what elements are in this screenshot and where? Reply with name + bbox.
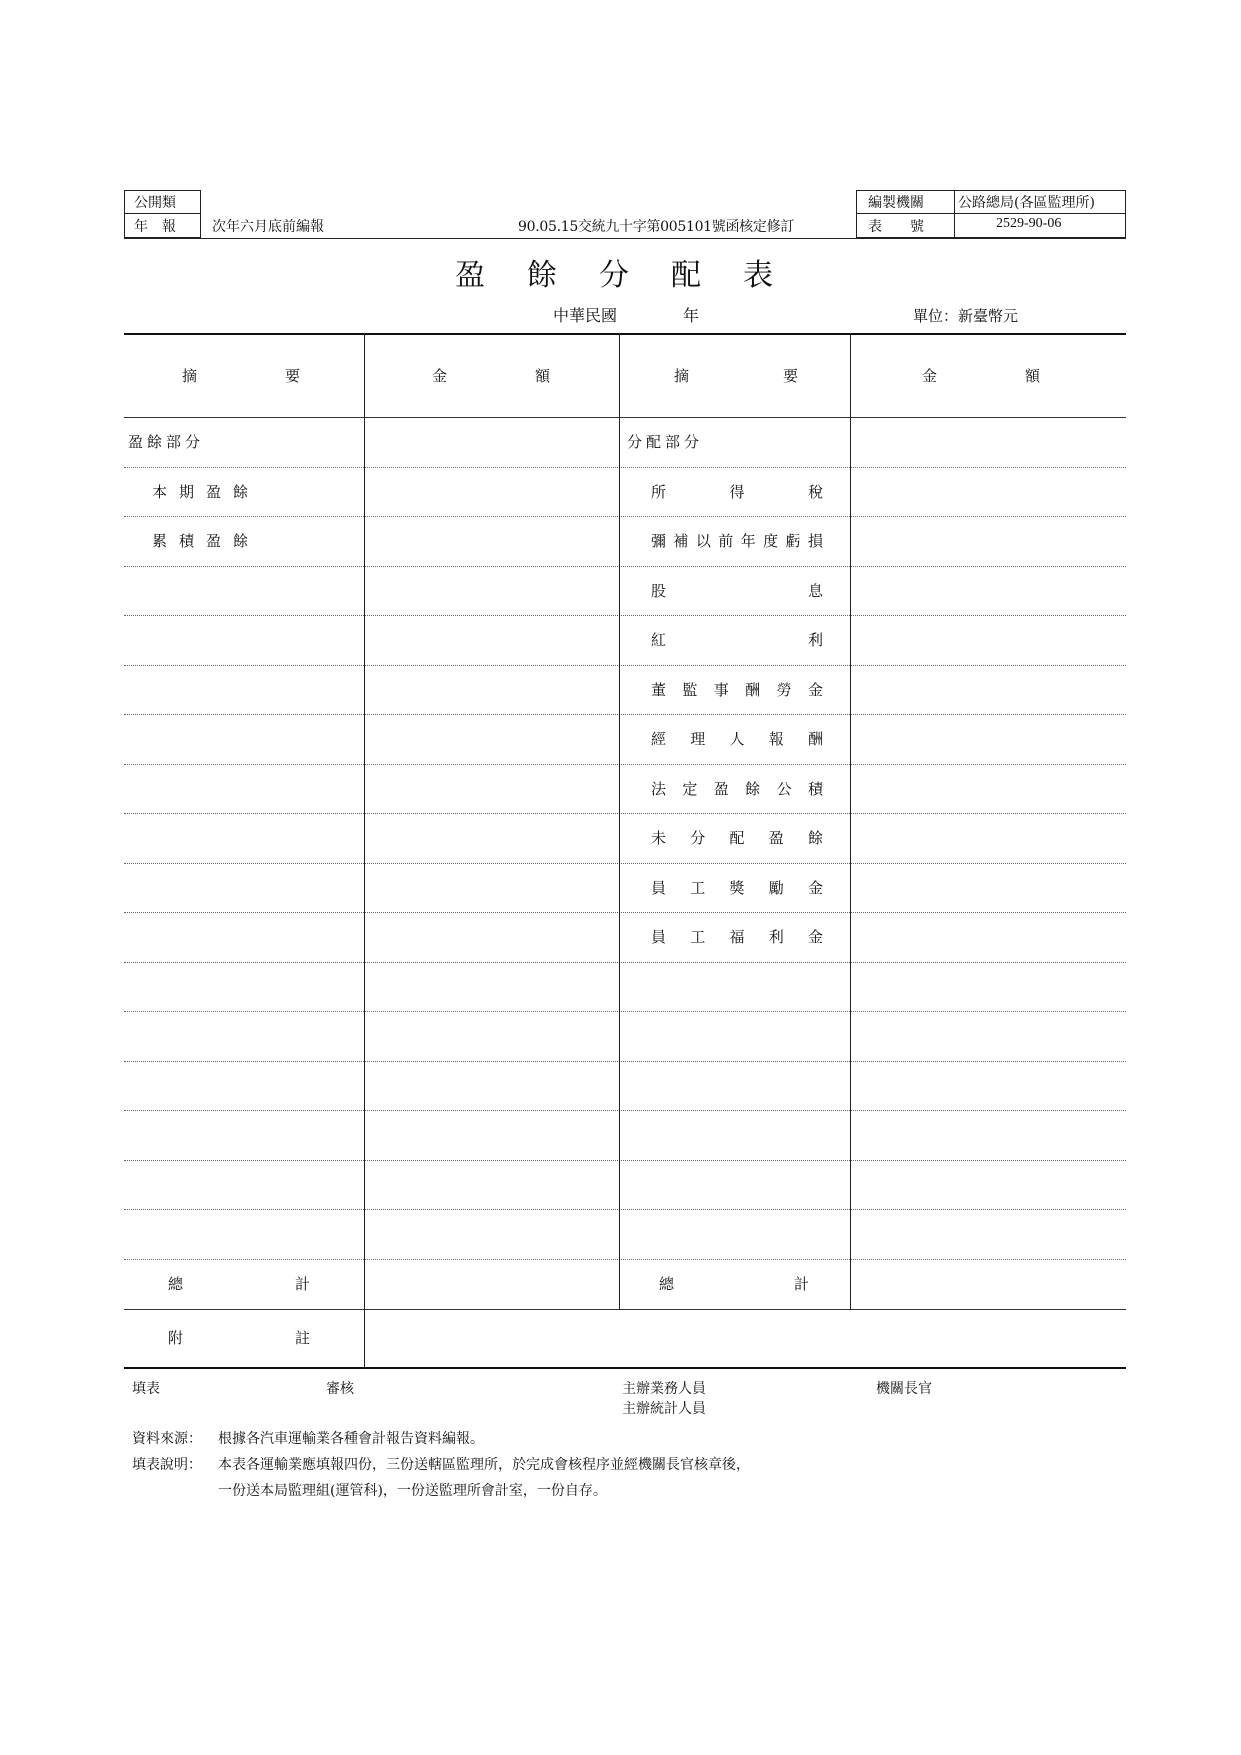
right-summary-cell — [651, 714, 823, 764]
right-summary-char: 配 — [729, 829, 745, 848]
table-row-line — [124, 1160, 1126, 1161]
note-label — [168, 1309, 310, 1367]
compiling-agency: 公路總局(各區監理所) — [958, 195, 1095, 211]
right-summary-char: 理 — [690, 730, 706, 749]
left-summary-cell: 盈餘部分 — [128, 433, 205, 452]
frequency-label: 年 報 — [134, 219, 176, 235]
table-row-line — [124, 764, 1126, 765]
right-summary-char: 勞 — [776, 680, 792, 699]
era-label: 中華民國 — [553, 306, 618, 325]
right-summary-char: 工 — [690, 878, 706, 897]
col-header-summary-left — [182, 363, 302, 387]
right-summary-char: 金 — [807, 680, 823, 699]
right-summary-char: 稅 — [807, 482, 823, 501]
instructions-line1: 本表各運輸業應填報四份，三份送轄區監理所，於完成會核程序並經機關長官核章後， — [218, 1457, 750, 1473]
right-summary-cell — [651, 566, 823, 616]
right-summary-cell — [651, 516, 823, 566]
right-summary-char: 彌 — [651, 532, 667, 551]
table-bottom-border — [124, 1367, 1126, 1369]
right-summary-char: 利 — [768, 928, 784, 947]
col-header-summary-right-a: 摘 — [674, 366, 692, 385]
right-summary-char: 員 — [651, 928, 667, 947]
compiling-agency-label: 編製機關 — [868, 195, 924, 211]
table-top-border — [124, 333, 1126, 335]
right-summary-cell — [651, 764, 823, 814]
sig-head: 機關長官 — [876, 1381, 932, 1397]
right-summary-char: 度 — [763, 532, 779, 551]
col-header-summary-left-a: 摘 — [182, 366, 200, 385]
right-summary-char: 定 — [682, 779, 698, 798]
right-summary-char: 酬 — [745, 680, 761, 699]
sig-fill: 填表 — [132, 1381, 160, 1397]
right-summary-char: 員 — [651, 878, 667, 897]
right-summary-cell — [651, 863, 823, 913]
table-row-line — [124, 962, 1126, 963]
sig-stats-officer: 主辦統計人員 — [622, 1401, 706, 1417]
right-summary-char: 餘 — [745, 779, 761, 798]
right-summary-char: 利 — [807, 631, 823, 650]
right-summary-char: 酬 — [807, 730, 823, 749]
revision-note: 90.05.15交統九十字第005101號函核定修訂 — [518, 219, 794, 235]
col-header-amount-right — [922, 363, 1042, 387]
surplus-distribution-table — [124, 333, 1126, 1373]
table-row-line — [124, 566, 1126, 567]
instructions-line2: 一份送本局監理組(運管科)，一份送監理所會計室，一份自存。 — [218, 1483, 607, 1499]
right-summary-char: 金 — [807, 878, 823, 897]
right-summary-char: 公 — [776, 779, 792, 798]
right-summary-char: 紅 — [651, 631, 667, 650]
right-summary-char: 人 — [729, 730, 745, 749]
right-summary-char: 息 — [807, 581, 823, 600]
sig-business-officer: 主辦業務人員 — [622, 1381, 706, 1397]
table-col-line — [850, 333, 851, 1309]
col-header-amount-left-a: 金 — [432, 366, 450, 385]
col-header-summary-right-b: 要 — [782, 366, 800, 385]
category-label: 公開類 — [134, 195, 176, 211]
table-row-line — [124, 665, 1126, 666]
table-row-line — [124, 1110, 1126, 1111]
table-col-line — [364, 333, 365, 1367]
currency-unit: 單位：新臺幣元 — [913, 307, 1019, 325]
total-left-label-char: 計 — [294, 1275, 310, 1293]
right-summary-char: 補 — [673, 532, 689, 551]
header-left-divider — [124, 213, 201, 214]
right-summary-char: 監 — [682, 680, 698, 699]
sig-review: 審核 — [326, 1381, 354, 1397]
right-summary-char: 分 — [690, 829, 706, 848]
right-summary-char: 前 — [718, 532, 734, 551]
right-summary-char: 報 — [768, 730, 784, 749]
instructions-label: 填表說明： — [132, 1457, 202, 1473]
right-summary-char: 虧 — [785, 532, 801, 551]
table-col-line — [619, 333, 620, 1309]
table-row-line — [124, 1011, 1126, 1012]
left-summary-cell: 累積盈餘 — [152, 532, 261, 551]
submission-deadline: 次年六月底前編報 — [212, 219, 324, 235]
total-left-label — [168, 1259, 310, 1309]
total-right-label — [659, 1259, 809, 1309]
right-summary-cell — [651, 467, 823, 517]
right-summary-char: 年 — [740, 532, 756, 551]
form-number-label: 表 號 — [868, 219, 924, 235]
right-summary-cell — [651, 665, 823, 715]
right-summary-char: 工 — [690, 928, 706, 947]
right-summary-char: 餘 — [807, 829, 823, 848]
right-summary-char: 勵 — [768, 878, 784, 897]
right-summary-cell — [651, 813, 823, 863]
header-rule — [124, 238, 1126, 239]
total-right-label-char: 總 — [659, 1275, 675, 1293]
note-label-char: 註 — [294, 1329, 310, 1347]
right-summary-char: 法 — [651, 779, 667, 798]
right-summary-char: 所 — [651, 482, 667, 501]
col-header-summary-left-b: 要 — [284, 366, 302, 385]
col-header-amount-right-b: 額 — [1024, 366, 1042, 385]
table-row-line — [124, 813, 1126, 814]
right-summary-char: 得 — [729, 482, 745, 501]
right-summary-char: 董 — [651, 680, 667, 699]
right-summary-char: 獎 — [729, 878, 745, 897]
source-text: 根據各汽車運輸業各種會計報告資料編報。 — [218, 1431, 484, 1447]
page-title: 盈 餘 分 配 表 — [455, 258, 779, 293]
total-right-label-char: 計 — [793, 1275, 809, 1293]
right-summary-cell — [651, 615, 823, 665]
col-header-amount-right-a: 金 — [922, 366, 940, 385]
right-summary-char: 未 — [651, 829, 667, 848]
right-summary-cell — [651, 912, 823, 962]
header-right-col-divider — [954, 190, 955, 238]
table-row-line — [124, 1061, 1126, 1062]
table-row-line — [124, 714, 1126, 715]
right-summary-cell: 分配部分 — [627, 433, 704, 452]
right-summary-char: 盈 — [713, 779, 729, 798]
right-summary-char: 福 — [729, 928, 745, 947]
right-summary-char: 以 — [695, 532, 711, 551]
right-summary-char: 積 — [807, 779, 823, 798]
right-summary-char: 事 — [713, 680, 729, 699]
right-summary-char: 金 — [807, 928, 823, 947]
table-row-line — [124, 615, 1126, 616]
total-left-label-char: 總 — [168, 1275, 184, 1293]
form-number: 2529-90-06 — [996, 216, 1062, 231]
note-label-char: 附 — [168, 1329, 184, 1347]
table-row-line — [124, 863, 1126, 864]
col-header-amount-left — [432, 363, 552, 387]
col-header-summary-right — [674, 363, 800, 387]
right-summary-char: 損 — [807, 532, 823, 551]
year-label: 年 — [683, 306, 700, 325]
right-summary-char: 股 — [651, 581, 667, 600]
right-summary-char: 經 — [651, 730, 667, 749]
table-row-line — [124, 912, 1126, 913]
right-summary-char: 盈 — [768, 829, 784, 848]
header-right-divider — [856, 213, 1126, 214]
table-row-line — [124, 1209, 1126, 1210]
left-summary-cell: 本期盈餘 — [152, 482, 261, 501]
source-label: 資料來源： — [132, 1431, 202, 1447]
col-header-amount-left-b: 額 — [534, 366, 552, 385]
